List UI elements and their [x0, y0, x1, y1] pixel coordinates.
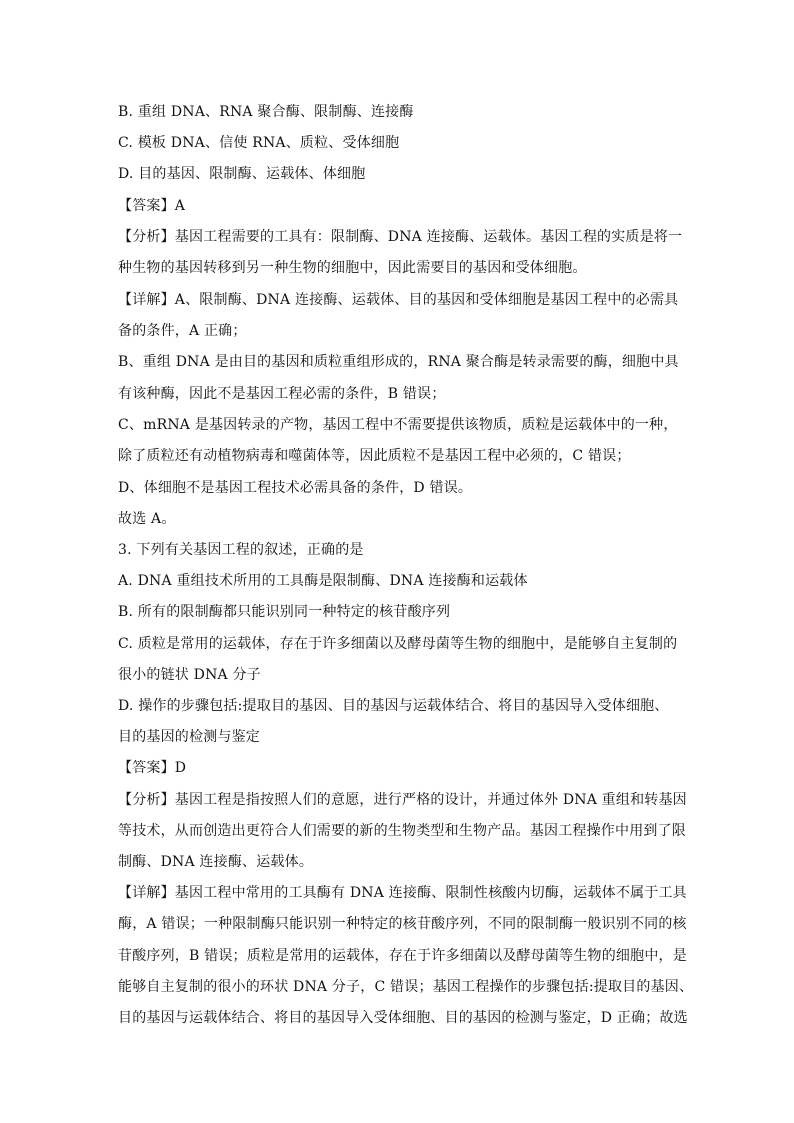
option-c-line: 很小的链状 DNA 分子 — [118, 667, 261, 683]
analysis-line: 等技术，从而创造出更符合人们需要的新的生物类型和生物产品。基因工程操作中用到了限 — [118, 823, 686, 839]
analysis-line: 【分析】基因工程需要的工具有：限制酶、DNA 连接酶、运载体。基因工程的实质是将一 — [118, 229, 683, 245]
explanation-line: 有该种酶，因此不是基因工程必需的条件，B 错误； — [118, 386, 446, 402]
explanation-line: B、重组 DNA 是由目的基因和质粒重组形成的，RNA 聚合酶是转录需要的酶，细胞中具 — [118, 354, 679, 370]
explanation-line: 备的条件，A 正确； — [118, 323, 247, 339]
analysis-line: 种生物的基因转移到另一种生物的细胞中，因此需要目的基因和受体细胞。 — [118, 260, 587, 276]
explanation-line: C、mRNA 是基因转录的产物，基因工程中不需要提供该物质，质粒是运载体中的一种， — [118, 417, 678, 433]
explanation-line: D、体细胞不是基因工程技术必需具备的条件，D 错误。 — [118, 480, 473, 496]
option-c-line: C. 质粒是常用的运载体，存在于许多细菌以及酵母菌等生物的细胞中，是能够自主复制的 — [118, 636, 678, 652]
choice-line: 故选 A。 — [118, 511, 176, 527]
option-c-line: C. 模板 DNA、信使 RNA、质粒、受体细胞 — [118, 135, 400, 151]
answer-line: 【答案】D — [118, 760, 187, 776]
option-b-line: B. 所有的限制酶都只能识别同一种特定的核苷酸序列 — [118, 604, 451, 620]
explanation-line: 【详解】A、限制酶、DNA 连接酶、运载体、目的基因和受体细胞是基因工程中的必需具 — [118, 292, 679, 308]
question-stem: 3. 下列有关基因工程的叙述，正确的是 — [118, 542, 364, 558]
explanation-line: 【详解】基因工程中常用的工具酶有 DNA 连接酶、限制性核酸内切酶，运载体不属于工具 — [118, 885, 687, 901]
option-d-line: D. 目的基因、限制酶、运载体、体细胞 — [118, 166, 366, 182]
option-b-line: B. 重组 DNA、RNA 聚合酶、限制酶、连接酶 — [118, 104, 414, 120]
analysis-line: 制酶、DNA 连接酶、运载体。 — [118, 854, 314, 870]
explanation-line: 苷酸序列，B 错误；质粒是常用的运载体，存在于许多细菌以及酵母菌等生物的细胞中，是 — [118, 948, 687, 964]
option-d-line: D. 操作的步骤包括:提取目的基因、目的基因与运载体结合、将目的基因导入受体细胞、 — [118, 698, 669, 714]
option-d-line: 目的基因的检测与鉴定 — [118, 729, 260, 745]
analysis-line: 【分析】基因工程是指按照人们的意愿，进行严格的设计，并通过体外 DNA 重组和转基因 — [118, 792, 687, 808]
answer-line: 【答案】A — [118, 198, 186, 214]
explanation-line: 酶，A 错误；一种限制酶只能识别一种特定的核苷酸序列，不同的限制酶一般识别不同的核 — [118, 916, 687, 932]
explanation-line: 目的基因与运载体结合、将目的基因导入受体细胞、目的基因的检测与鉴定，D 正确；故选 — [118, 1010, 688, 1026]
option-a-line: A. DNA 重组技术所用的工具酶是限制酶、DNA 连接酶和运载体 — [118, 573, 528, 589]
explanation-line: 能够自主复制的很小的环状 DNA 分子，C 错误；基因工程操作的步骤包括:提取目的基因、 — [118, 979, 694, 995]
explanation-line: 除了质粒还有动植物病毒和噬菌体等，因此质粒不是基因工程中必须的，C 错误； — [118, 448, 631, 464]
